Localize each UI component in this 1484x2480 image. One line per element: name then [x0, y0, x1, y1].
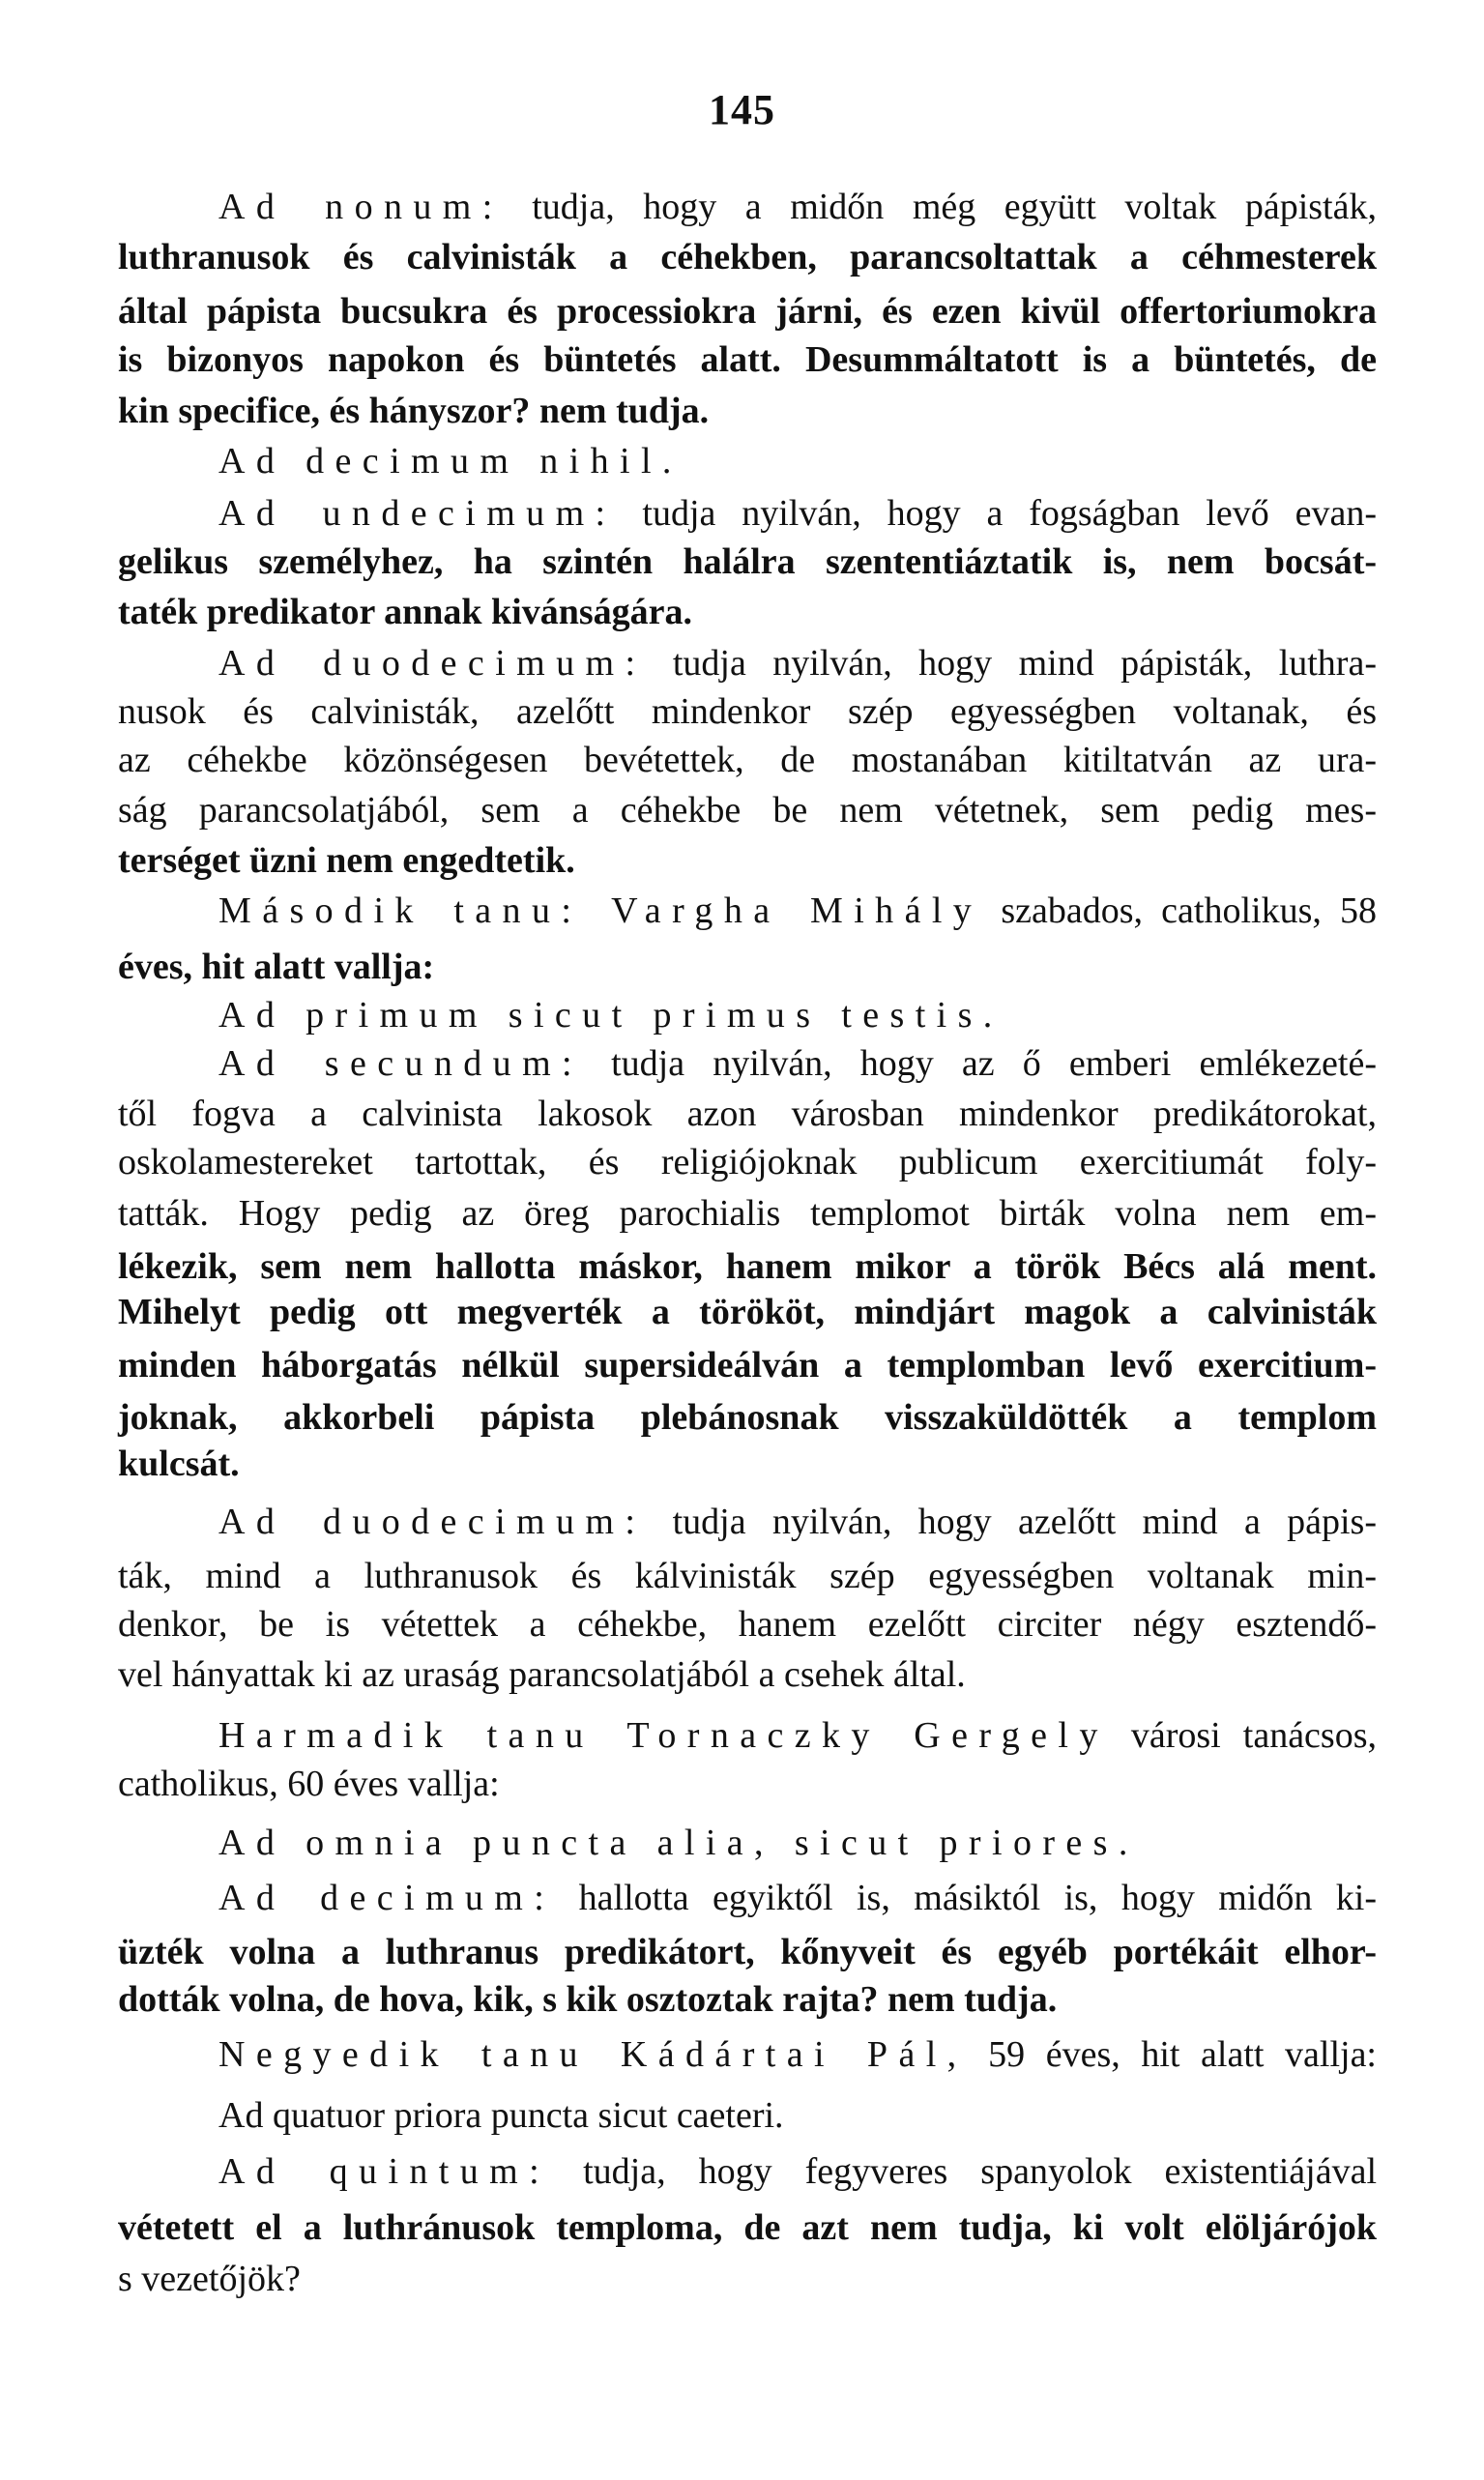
line-text: minden háborgatás nélkül supersideálván a templomban levő exercitium-: [118, 1345, 1377, 1386]
text-line: [118, 835, 1377, 886]
text-line: [218, 638, 1377, 688]
line-text: Ad quatuor priora puncta sicut caeteri.: [218, 2095, 784, 2136]
text-line: [218, 1038, 1377, 1089]
line-text: vétetett el a luthránusok temploma, de azt nem tudja, ki volt elöljárójok: [118, 2207, 1377, 2248]
line-text: tudja, hogy fegyveres spanyolok existentiájával: [550, 2151, 1377, 2192]
text-line: [118, 1759, 1377, 1809]
text-line: [218, 990, 1377, 1040]
text-line: [118, 1927, 1377, 1977]
line-text: oskolamestereket tartottak, és religiójoknak publicum exercitiumát foly-: [118, 1142, 1377, 1182]
text-line: [118, 1340, 1377, 1390]
text-line: [118, 785, 1377, 835]
line-text: denkor, be is vétettek a céhekbe, hanem ezelőtt circiter négy esztendő-: [118, 1604, 1377, 1645]
line-text: ták, mind a luthranusok és kálvinisták szép egyességben voltanak min-: [118, 1556, 1377, 1596]
line-text: terséget üzni nem engedtetik.: [118, 840, 575, 881]
text-line: [118, 735, 1377, 785]
line-text: tudja nyilván, hogy mind pápisták, luthra-: [646, 643, 1377, 684]
line-text: tudja nyilván, hogy a fogságban levő evan-: [616, 493, 1377, 534]
text-line: [118, 2203, 1377, 2253]
text-line: [118, 537, 1377, 587]
line-text: kin specifice, és hányszor? nem tudja.: [118, 391, 710, 431]
line-text: városi tanácsos,: [1108, 1715, 1377, 1756]
line-text: dották volna, de hova, kik, s kik osztoztak rajta? nem tudja.: [118, 1979, 1058, 2020]
text-line: [118, 286, 1377, 336]
text-line: [118, 1241, 1377, 1292]
spaced-heading-text: Második tanu: Vargha Mihály: [218, 890, 983, 931]
spaced-heading-text: Ad duodecimum:: [218, 1502, 647, 1542]
text-line: [118, 1089, 1377, 1139]
text-line: [118, 2254, 1377, 2304]
line-text: ság parancsolatjából, sem a céhekbe be nem vétetnek, sem pedig mes-: [118, 790, 1377, 831]
text-line: [118, 1599, 1377, 1649]
line-text: catholikus, 60 éves vallja:: [118, 1764, 500, 1804]
text-line: [118, 232, 1377, 282]
line-text: gelikus személyhez, ha szintén halálra szententiáztatik is, nem bocsát-: [118, 541, 1377, 582]
text-line: [218, 1873, 1377, 1923]
text-line: [218, 1710, 1377, 1761]
spaced-heading-text: Ad undecimum:: [218, 493, 617, 534]
text-line: [118, 386, 1377, 436]
text-line: [118, 686, 1377, 737]
text-line: [118, 1287, 1377, 1337]
line-text: luthranusok és calvinisták a céhekben, parancsoltattak a céhmesterek: [118, 237, 1377, 277]
line-text: is bizonyos napokon és büntetés alatt. Desummáltatott is a büntetés, de: [118, 339, 1377, 380]
spaced-heading-text: Ad nonum:: [218, 187, 504, 227]
text-line: [218, 2090, 1377, 2141]
spaced-heading-text: Ad duodecimum:: [218, 643, 647, 684]
spaced-heading-text: Ad quintum:: [218, 2151, 551, 2192]
text-line: [118, 1974, 1377, 2025]
line-text: kulcsát.: [118, 1444, 240, 1484]
spaced-heading-text: Ad decimum:: [218, 1878, 556, 1918]
line-text: Mihelyt pedig ott megverték a törököt, mindjárt magok a calvinisták: [118, 1292, 1377, 1332]
line-text: joknak, akkorbeli pápista plebánosnak visszaküldötték a templom: [118, 1397, 1377, 1438]
line-text: lékezik, sem nem hallotta máskor, hanem mikor a török Bécs alá ment.: [118, 1246, 1377, 1287]
line-text: vel hányattak ki az uraság parancsolatjából a csehek által.: [118, 1654, 966, 1695]
line-text: nusok és calvinisták, azelőtt mindenkor szép egyességben voltanak, és: [118, 691, 1377, 732]
line-text: tudja, hogy a midőn még együtt voltak pápisták,: [503, 187, 1377, 227]
text-line: [118, 335, 1377, 385]
line-text: tatták. Hogy pedig az öreg parochialis templomot birták volna nem em-: [118, 1193, 1377, 1234]
text-line: [218, 886, 1377, 936]
line-text: éves, hit alatt vallja:: [118, 947, 435, 987]
line-text: szabados, catholikus, 58: [982, 890, 1378, 931]
line-text: által pápista bucsukra és processiokra járni, és ezen kivül offertoriumokra: [118, 291, 1377, 332]
spaced-heading-text: Harmadik tanu Tornaczky Gergely: [218, 1715, 1109, 1756]
spaced-heading-text: Ad primum sicut primus testis.: [218, 995, 1004, 1036]
text-line: [118, 1188, 1377, 1239]
text-line: [118, 1439, 1377, 1489]
line-text: hallotta egyiktől is, másiktól is, hogy midőn ki-: [555, 1878, 1378, 1918]
text-line: [218, 1497, 1377, 1547]
text-line: [118, 1392, 1377, 1443]
text-line: [118, 942, 1377, 992]
text-line: [118, 1551, 1377, 1601]
line-text: 59 éves, hit alatt vallja:: [967, 2034, 1377, 2075]
line-text: s vezetőjök?: [118, 2259, 301, 2299]
text-line: [118, 587, 1377, 637]
page-number: 145: [709, 86, 775, 133]
text-line: [218, 2146, 1377, 2197]
text-line: [118, 1649, 1377, 1700]
text-line: [218, 1818, 1377, 1868]
text-line: [218, 2029, 1377, 2080]
line-text: az céhekbe közönségesen bevétettek, de mostanában kitiltatván az ura-: [118, 740, 1377, 780]
text-line: [218, 488, 1377, 539]
line-text: üzték volna a luthranus predikátort, kőnyveit és egyéb portékáit elhor-: [118, 1932, 1377, 1972]
text-line: [118, 1137, 1377, 1187]
spaced-heading-text: Ad omnia puncta alia, sicut priores.: [218, 1823, 1139, 1863]
line-text: tudja nyilván, hogy azelőtt mind a pápis-: [646, 1502, 1377, 1542]
spaced-heading-text: Ad decimum nihil.: [218, 441, 683, 481]
line-text: tudja nyilván, hogy az ő emberi emlékezeté-: [583, 1043, 1377, 1084]
line-text: től fogva a calvinista lakosok azon városban mindenkor predikátorokat,: [118, 1094, 1377, 1134]
line-text: taték predikator annak kivánságára.: [118, 592, 693, 632]
spaced-heading-text: Negyedik tanu Kádártai Pál,: [218, 2034, 968, 2075]
text-line: [218, 436, 1377, 486]
text-line: [218, 182, 1377, 232]
spaced-heading-text: Ad secundum:: [218, 1043, 583, 1084]
